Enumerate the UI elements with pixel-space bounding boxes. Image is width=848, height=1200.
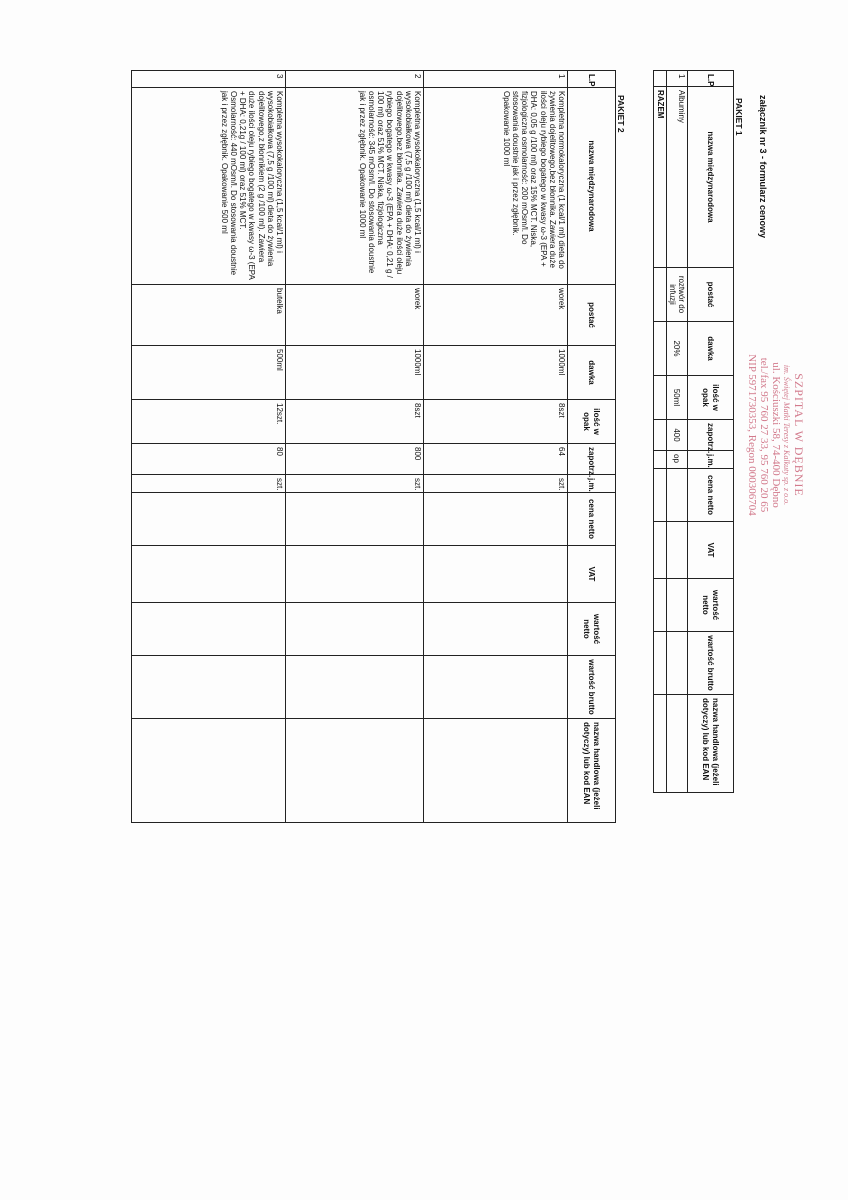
cell-trade-name (286, 719, 424, 823)
packet2-table (131, 70, 616, 823)
packet1-total-row (654, 71, 666, 793)
header-qty-pack: ilość w opak (688, 376, 734, 420)
cell-vat (424, 546, 568, 603)
cell-trade-name (424, 719, 568, 823)
cell-net-value (666, 579, 687, 632)
header-form: postać (688, 268, 734, 322)
cell-form: worek (286, 285, 424, 346)
header-dose: dawka (688, 322, 734, 376)
cell-gross-value (132, 656, 286, 719)
header-gross-value: wartość brutto (568, 656, 616, 719)
header-net-price: cena netto (688, 469, 734, 522)
header-trade-name: nazwa handlowa (jeżeli dotyczy) lub kod EAN (568, 719, 616, 823)
cell-qty: 50ml (666, 376, 687, 420)
cell-lp: 1 (666, 71, 687, 87)
stamp-line-3: ul. Kościuszki 58, 74-400 Dębno (770, 362, 782, 508)
total-label: RAZEM (654, 87, 666, 268)
header-dose: dawka (568, 346, 616, 400)
header-vat: VAT (688, 522, 734, 579)
packet2-title: PAKIET 2 (616, 95, 626, 133)
cell-lp: 2 (286, 71, 424, 88)
cell-dose: 1000ml (286, 346, 424, 400)
cell-form: roztwór do infuzji (666, 268, 687, 322)
header-demand: zapotrz. (568, 444, 616, 475)
cell-name: Kompletna normokaloryczna (1 kcal/1 ml) dieta do żywienia dojelitowego,bez błonnika. Zawiera duże ilości oleju rybiego bogatego w kwasy ω-3 (EPA + DHA: 0,05 g /100 ml) oraz 15% MCT. Niska, fizjologiczna osmolarność: 200 mOsm/l. Do stosowania doustnie jak i przez zgłębnik. Opakowanie 1000 ml (424, 88, 568, 285)
cell-unit: szt. (424, 475, 568, 493)
header-unit: j.m. (568, 475, 616, 493)
cell-gross-value (666, 632, 687, 695)
cell-dose: 500ml (132, 346, 286, 400)
table-row (286, 71, 424, 823)
header-vat: VAT (568, 546, 616, 603)
cell-net-value (424, 603, 568, 656)
header-name: nazwa międzynarodowa (688, 87, 734, 268)
cell-demand: 400 (666, 420, 687, 451)
cell-demand: 800 (286, 444, 424, 475)
cell-form: worek (424, 285, 568, 346)
header-form: postać (568, 285, 616, 346)
cell-unit: op (666, 451, 687, 469)
stamp-line-2: im. Świętej Matki Teresy z Kalkuty sp. z o.o. (782, 364, 791, 506)
cell-net-value (132, 603, 286, 656)
cell-dose: 20% (666, 322, 687, 376)
cell-demand: 64 (424, 444, 568, 475)
header-net-price: cena netto (568, 493, 616, 546)
header-net-value: wartość netto (568, 603, 616, 656)
header-name: nazwa międzynarodowa (568, 88, 616, 285)
stamp-line-1: SZPITAL W DĘBNIE (792, 373, 806, 497)
packet1-table (653, 70, 734, 793)
cell-dose: 1000ml (424, 346, 568, 400)
cell-net-price (132, 493, 286, 546)
cell-qty: 8szt (424, 400, 568, 444)
cell-name: Albuminy (666, 87, 687, 268)
header-gross-value: wartość brutto (688, 632, 734, 695)
cell-lp: 1 (424, 71, 568, 88)
cell-net-price (666, 469, 687, 522)
cell-vat (286, 546, 424, 603)
stamp-line-5: NIP 5971730353, Regon 000306704 (746, 354, 758, 516)
cell-net-price (286, 493, 424, 546)
table-row (132, 71, 286, 823)
table-row (424, 71, 568, 823)
cell-vat (666, 522, 687, 579)
cell-unit: szt. (132, 475, 286, 493)
cell-qty: 12szt. (132, 400, 286, 444)
header-net-value: wartość netto (688, 579, 734, 632)
header-lp: L.P (568, 71, 616, 88)
cell-name: Kompletna wysokokaloryczna (1,5 kcal/1 ml) i wysokobiałkowa (7,5 g /100 ml) dieta do żywienia dojelitowego,z błonnikiem (2 g /100 ml). Zawiera duże ilości oleju rybiego bogatego w kwasy ω-3 (EPA + DHA: 0,21g / 100 ml) oraz 51% MCT. Osmolarność: 440 mOsm/l. Do stosowania doustnie jak i przez zgłębnik. Opakowanie 500 ml (132, 88, 286, 285)
cell-trade-name (666, 695, 687, 793)
cell-qty: 8szt (286, 400, 424, 444)
cell-gross-value (424, 656, 568, 719)
header-demand: zapotrz. (688, 420, 734, 451)
stamp-line-4: tel./fax 95 760 27 33, 95 760 20 65 (758, 357, 770, 513)
attachment-title: załącznik nr 3 - formularz cenowy (758, 95, 768, 239)
cell-net-value (286, 603, 424, 656)
packet2-header-row (568, 71, 616, 823)
header-qty-pack: ilość w opak (568, 400, 616, 444)
cell-lp: 3 (132, 71, 286, 88)
header-unit: j.m. (688, 451, 734, 469)
packet1-header-row (688, 71, 734, 793)
hospital-stamp (746, 310, 806, 560)
packet1-title: PAKIET 1 (734, 98, 744, 136)
cell-gross-value (286, 656, 424, 719)
header-lp: L.P (688, 71, 734, 87)
header-trade-name: nazwa handlowa (jeżeli dotyczy) lub kod EAN (688, 695, 734, 793)
cell-trade-name (132, 719, 286, 823)
cell-name: Kompletna wysokokaloryczna (1,5 kcal/1 ml) i wysokobiałkowa (7,5 g /100 ml) dieta do żywienia dojelitowego,bez błonnika. Zawiera duże ilości oleju rybiego bogatego w kwasy ω-3 (EPA + DHA: 0,21 g / 100 ml) oraz 51% MCT. Niska, fizjologiczna osmolarność: 345 mOsm/l. Do stosowania doustnie jak i przez zgłębnik. Opakowanie 1000 ml (286, 88, 424, 285)
cell-demand: 80 (132, 444, 286, 475)
cell-unit: szt. (286, 475, 424, 493)
cell-form: butelka (132, 285, 286, 346)
table-row (666, 71, 687, 793)
cell-vat (132, 546, 286, 603)
cell-net-price (424, 493, 568, 546)
